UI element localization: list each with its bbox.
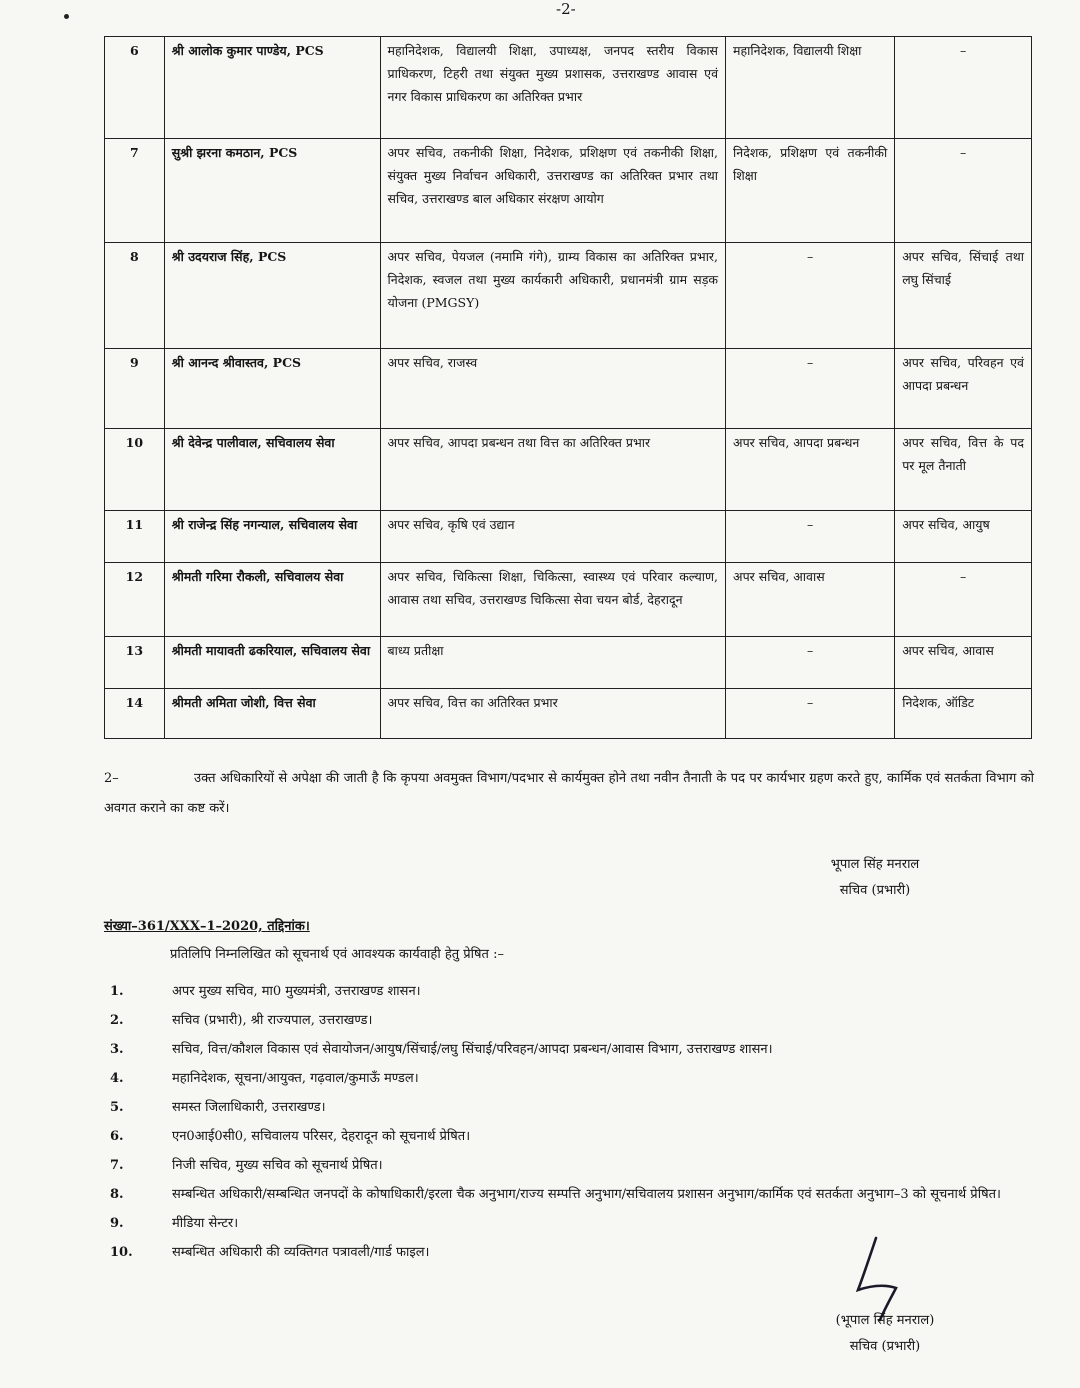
table-row <box>105 689 1032 739</box>
list-item-number: 6. <box>110 1129 124 1144</box>
relieved-charge: – <box>726 637 895 689</box>
distribution-list <box>104 978 1039 1268</box>
officer-name: श्रीमती अमिता जोशी, वित्त सेवा <box>164 689 380 739</box>
table-row <box>105 37 1032 139</box>
list-item <box>104 1094 1039 1121</box>
transfer-table <box>104 36 1032 739</box>
table-row <box>105 349 1032 429</box>
serial-number: 6 <box>105 37 165 139</box>
signatory-name: भूपाल सिंह मनराल <box>830 857 920 872</box>
list-item-text: निजी सचिव, मुख्य सचिव को सूचनार्थ प्रेषित। <box>172 1158 383 1173</box>
relieved-charge: – <box>726 243 895 349</box>
reference-number: संख्या–361/XXX–1–2020, तद्दिनांक। <box>104 919 310 934</box>
list-item-number: 3. <box>110 1042 124 1057</box>
officer-name: श्री राजेन्द्र सिंह नगन्याल, सचिवालय सेवा <box>164 511 380 563</box>
new-posting: निदेशक, ऑडिट <box>895 689 1032 739</box>
list-item-number: 1. <box>110 984 124 999</box>
serial-number: 11 <box>105 511 165 563</box>
list-item <box>104 1007 1039 1034</box>
list-item-text: मीडिया सेन्टर। <box>172 1216 239 1231</box>
serial-number: 12 <box>105 563 165 637</box>
relieved-charge: – <box>726 349 895 429</box>
current-posting: अपर सचिव, राजस्व <box>380 349 725 429</box>
new-posting: – <box>895 139 1032 243</box>
new-posting: अपर सचिव, आयुष <box>895 511 1032 563</box>
table-row <box>105 429 1032 511</box>
current-posting: महानिदेशक, विद्यालयी शिक्षा, उपाध्यक्ष, जनपद स्तरीय विकास प्राधिकरण, टिहरी तथा संयुक्त मुख्य प्रशासक, उत्तराखण्ड आवास एवं नगर विकास प्राधिकरण का अतिरिक्त प्रभार <box>380 37 725 139</box>
officer-name: श्रीमती मायावती ढकरियाल, सचिवालय सेवा <box>164 637 380 689</box>
officer-name: सुश्री झरना कमठान, PCS <box>164 139 380 243</box>
serial-number: 13 <box>105 637 165 689</box>
relieved-charge: महानिदेशक, विद्यालयी शिक्षा <box>726 37 895 139</box>
relieved-charge: अपर सचिव, आपदा प्रबन्धन <box>726 429 895 511</box>
current-posting: अपर सचिव, तकनीकी शिक्षा, निदेशक, प्रशिक्षण एवं तकनीकी शिक्षा, संयुक्त मुख्य निर्वाचन अधिकारी, उत्तराखण्ड का अतिरिक्त प्रभार तथा सचिव, उत्तराखण्ड बाल अधिकार संरक्षण आयोग <box>380 139 725 243</box>
list-item-number: 4. <box>110 1071 124 1086</box>
new-posting: अपर सचिव, परिवहन एवं आपदा प्रबन्धन <box>895 349 1032 429</box>
table-row <box>105 139 1032 243</box>
officer-name: श्रीमती गरिमा रौकली, सचिवालय सेवा <box>164 563 380 637</box>
signatory-title: सचिव (प्रभारी) <box>849 1339 921 1354</box>
list-item-text: सम्बन्धित अधिकारी की व्यक्तिगत पत्रावली/गार्ड फाइल। <box>172 1245 430 1260</box>
paragraph-text: उक्त अधिकारियों से अपेक्षा की जाती है कि कृपया अवमुक्त विभाग/पदभार से कार्यमुक्त होने तथा नवीन तैनाती के पद पर कार्यभार ग्रहण करते हुए, कार्मिक एवं सतर्कता विभाग को अवगत कराने का कष्ट करें। <box>104 771 1034 816</box>
current-posting: अपर सचिव, आपदा प्रबन्धन तथा वित्त का अतिरिक्त प्रभार <box>380 429 725 511</box>
table-row <box>105 563 1032 637</box>
current-posting: अपर सचिव, पेयजल (नमामि गंगे), ग्राम्य विकास का अतिरिक्त प्रभार, निदेशक, स्वजल तथा मुख्य कार्यकारी अधिकारी, प्रधानमंत्री ग्राम सड़क योजना (PMGSY) <box>380 243 725 349</box>
officer-name: श्री आनन्द श्रीवास्तव, PCS <box>164 349 380 429</box>
serial-number: 10 <box>105 429 165 511</box>
list-item-text: महानिदेशक, सूचना/आयुक्त, गढ़वाल/कुमाऊँ मण्डल। <box>172 1071 419 1086</box>
margin-dot <box>64 14 69 19</box>
table-row <box>105 511 1032 563</box>
list-item <box>104 1152 1039 1179</box>
list-item-number: 2. <box>110 1013 124 1028</box>
officer-name: श्री उदयराज सिंह, PCS <box>164 243 380 349</box>
table-row <box>105 637 1032 689</box>
list-item <box>104 978 1039 1005</box>
new-posting: अपर सचिव, आवास <box>895 637 1032 689</box>
relieved-charge: – <box>726 689 895 739</box>
serial-number: 7 <box>105 139 165 243</box>
signatory-title: सचिव (प्रभारी) <box>839 883 911 898</box>
relieved-charge: अपर सचिव, आवास <box>726 563 895 637</box>
relieved-charge: – <box>726 511 895 563</box>
current-posting: अपर सचिव, चिकित्सा शिक्षा, चिकित्सा, स्वास्थ्य एवं परिवार कल्याण, आवास तथा सचिव, उत्तराखण्ड चिकित्सा सेवा चयन बोर्ड, देहरादून <box>380 563 725 637</box>
current-posting: बाध्य प्रतीक्षा <box>380 637 725 689</box>
new-posting: – <box>895 37 1032 139</box>
paragraph-number: 2– <box>104 771 119 786</box>
current-posting: अपर सचिव, कृषि एवं उद्यान <box>380 511 725 563</box>
new-posting: अपर सचिव, वित्त के पद पर मूल तैनाती <box>895 429 1032 511</box>
list-item-text: सम्बन्धित अधिकारी/सम्बन्धित जनपदों के कोषाधिकारी/इरला चैक अनुभाग/राज्य सम्पत्ति अनुभाग/सचिवालय प्रशासन अनुभाग/कार्मिक एवं सतर्कता अनुभाग–3 को सूचनार्थ प्रेषित। <box>172 1187 1001 1202</box>
list-item <box>104 1065 1039 1092</box>
serial-number: 14 <box>105 689 165 739</box>
signatory-name: (भूपाल सिंह मनराल) <box>835 1313 935 1328</box>
serial-number: 8 <box>105 243 165 349</box>
officer-name: श्री आलोक कुमार पाण्डेय, PCS <box>164 37 380 139</box>
copy-intro: प्रतिलिपि निम्नलिखित को सूचनार्थ एवं आवश्यक कार्यवाही हेतु प्रेषित :– <box>170 947 504 962</box>
list-item-number: 9. <box>110 1216 124 1231</box>
list-item <box>104 1123 1039 1150</box>
list-item-number: 8. <box>110 1187 124 1202</box>
officer-name: श्री देवेन्द्र पालीवाल, सचिवालय सेवा <box>164 429 380 511</box>
relieved-charge: निदेशक, प्रशिक्षण एवं तकनीकी शिक्षा <box>726 139 895 243</box>
list-item-number: 5. <box>110 1100 124 1115</box>
paragraph-2 <box>104 764 1034 824</box>
page-number: -2- <box>556 0 576 18</box>
list-item-text: सचिव, वित्त/कौशल विकास एवं सेवायोजन/आयुष/सिंचाई/लघु सिंचाई/परिवहन/आपदा प्रबन्धन/आवास विभाग, उत्तराखण्ड शासन। <box>172 1042 773 1057</box>
list-item-text: अपर मुख्य सचिव, मा0 मुख्यमंत्री, उत्तराखण्ड शासन। <box>172 984 421 999</box>
signature-block-top <box>790 852 960 904</box>
list-item-text: सचिव (प्रभारी), श्री राज्यपाल, उत्तराखण्ड। <box>172 1013 373 1028</box>
list-item-text: एन0आई0सी0, सचिवालय परिसर, देहरादून को सूचनार्थ प्रेषित। <box>172 1129 471 1144</box>
list-item-number: 7. <box>110 1158 124 1173</box>
list-item <box>104 1181 1039 1208</box>
signature-block-bottom <box>800 1308 970 1360</box>
new-posting: – <box>895 563 1032 637</box>
table-row <box>105 243 1032 349</box>
list-item <box>104 1036 1039 1063</box>
serial-number: 9 <box>105 349 165 429</box>
new-posting: अपर सचिव, सिंचाई तथा लघु सिंचाई <box>895 243 1032 349</box>
list-item <box>104 1210 1039 1237</box>
current-posting: अपर सचिव, वित्त का अतिरिक्त प्रभार <box>380 689 725 739</box>
list-item-number: 10. <box>110 1245 133 1260</box>
list-item-text: समस्त जिलाधिकारी, उत्तराखण्ड। <box>172 1100 326 1115</box>
